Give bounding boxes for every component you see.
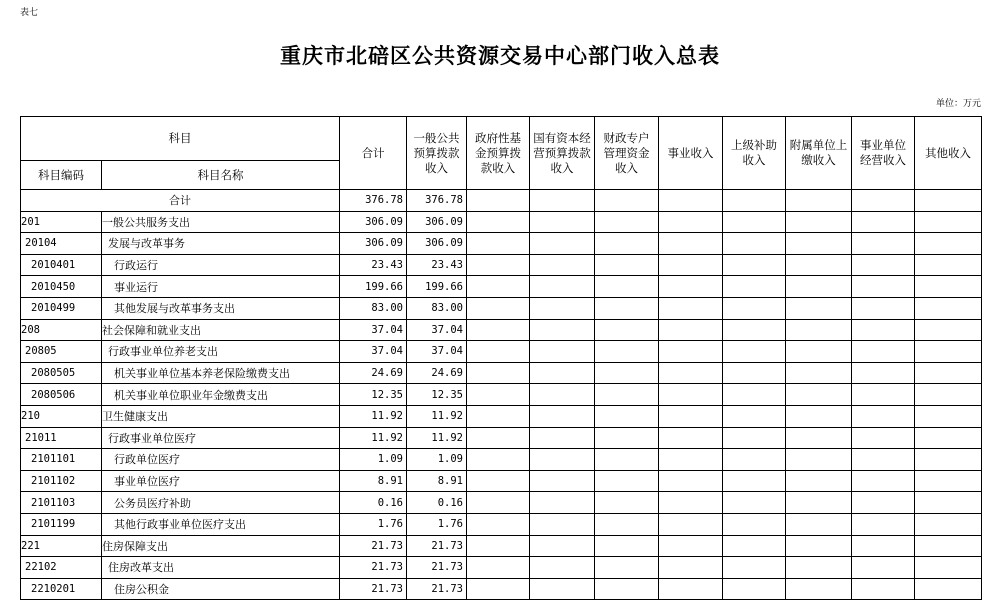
empty-cell (595, 449, 659, 471)
page-title: 重庆市北碚区公共资源交易中心部门收入总表 (280, 43, 720, 68)
empty-cell (467, 557, 530, 579)
total-cell: 37.04 (340, 319, 407, 341)
general-budget-cell: 11.92 (407, 427, 467, 449)
empty-cell (530, 470, 595, 492)
empty-cell (659, 535, 723, 557)
empty-cell (852, 449, 915, 471)
empty-cell (915, 211, 982, 233)
subject-code-cell: 2101103 (21, 492, 102, 514)
empty-cell (786, 405, 852, 427)
empty-cell (467, 535, 530, 557)
empty-cell (786, 190, 852, 212)
empty-cell (852, 362, 915, 384)
empty-cell (659, 341, 723, 363)
empty-cell (723, 449, 786, 471)
subject-name-cell: 机关事业单位职业年金缴费支出 (102, 384, 340, 406)
table-row (21, 470, 982, 492)
empty-cell (595, 319, 659, 341)
empty-cell (786, 384, 852, 406)
empty-cell (595, 190, 659, 212)
general-budget-cell: 0.16 (407, 492, 467, 514)
empty-cell (852, 233, 915, 255)
subject-name-cell: 住房公积金 (102, 578, 340, 600)
general-budget-cell: 83.00 (407, 297, 467, 319)
subject-name-header: 科目名称 (102, 161, 340, 190)
empty-cell (595, 254, 659, 276)
table-body (21, 190, 982, 600)
subject-code-cell: 20805 (21, 341, 102, 363)
empty-cell (530, 319, 595, 341)
business-operation-header: 事业单位经营收入 (852, 117, 915, 190)
subject-name-cell: 卫生健康支出 (102, 405, 340, 427)
table-row (21, 319, 982, 341)
empty-cell (659, 557, 723, 579)
empty-cell (595, 513, 659, 535)
total-cell: 199.66 (340, 276, 407, 298)
empty-cell (723, 211, 786, 233)
empty-cell (467, 384, 530, 406)
empty-cell (915, 384, 982, 406)
empty-cell (530, 513, 595, 535)
empty-cell (786, 276, 852, 298)
empty-cell (595, 470, 659, 492)
total-cell: 12.35 (340, 384, 407, 406)
empty-cell (786, 341, 852, 363)
subject-name-cell: 行政事业单位医疗 (102, 427, 340, 449)
total-cell: 8.91 (340, 470, 407, 492)
empty-cell (852, 557, 915, 579)
empty-cell (915, 276, 982, 298)
empty-cell (659, 276, 723, 298)
empty-cell (915, 362, 982, 384)
general-budget-cell: 23.43 (407, 254, 467, 276)
fiscal-special-header: 财政专户管理资金收入 (595, 117, 659, 190)
empty-cell (659, 492, 723, 514)
empty-cell (723, 578, 786, 600)
empty-cell (915, 405, 982, 427)
empty-cell (530, 233, 595, 255)
empty-cell (786, 233, 852, 255)
empty-cell (659, 513, 723, 535)
table-row (21, 578, 982, 600)
empty-cell (595, 276, 659, 298)
table-row (21, 233, 982, 255)
empty-cell (915, 535, 982, 557)
empty-cell (595, 362, 659, 384)
empty-cell (467, 211, 530, 233)
empty-cell (723, 405, 786, 427)
total-cell: 83.00 (340, 297, 407, 319)
subject-name-cell: 社会保障和就业支出 (102, 319, 340, 341)
table-row (21, 362, 982, 384)
empty-cell (530, 190, 595, 212)
table-row (21, 513, 982, 535)
empty-cell (723, 362, 786, 384)
subject-code-cell: 2080506 (21, 384, 102, 406)
subject-name-cell: 其他行政事业单位医疗支出 (102, 513, 340, 535)
empty-cell (852, 319, 915, 341)
empty-cell (530, 276, 595, 298)
empty-cell (723, 233, 786, 255)
empty-cell (595, 211, 659, 233)
total-cell: 21.73 (340, 578, 407, 600)
empty-cell (595, 405, 659, 427)
empty-cell (723, 254, 786, 276)
subject-code-cell: 21011 (21, 427, 102, 449)
subject-name-cell: 住房保障支出 (102, 535, 340, 557)
general-budget-cell: 1.09 (407, 449, 467, 471)
table-row (21, 297, 982, 319)
empty-cell (723, 319, 786, 341)
empty-cell (915, 319, 982, 341)
empty-cell (467, 427, 530, 449)
table-number: 表七 (20, 8, 39, 18)
empty-cell (915, 297, 982, 319)
total-cell: 0.16 (340, 492, 407, 514)
empty-cell (595, 384, 659, 406)
empty-cell (786, 319, 852, 341)
empty-cell (723, 492, 786, 514)
empty-cell (852, 427, 915, 449)
empty-cell (530, 362, 595, 384)
subject-code-cell: 2080505 (21, 362, 102, 384)
empty-cell (467, 319, 530, 341)
empty-cell (915, 190, 982, 212)
general-budget-cell: 37.04 (407, 319, 467, 341)
empty-cell (467, 190, 530, 212)
empty-cell (915, 557, 982, 579)
empty-cell (786, 449, 852, 471)
subject-code-cell: 2210201 (21, 578, 102, 600)
total-cell: 1.76 (340, 513, 407, 535)
subject-name-cell: 其他发展与改革事务支出 (102, 297, 340, 319)
total-cell: 37.04 (340, 341, 407, 363)
affiliated-turnover-header: 附属单位上缴收入 (786, 117, 852, 190)
gov-fund-header: 政府性基金预算拨款收入 (467, 117, 530, 190)
general-budget-cell: 21.73 (407, 557, 467, 579)
total-row (21, 190, 982, 212)
empty-cell (852, 297, 915, 319)
empty-cell (723, 557, 786, 579)
general-budget-cell: 306.09 (407, 211, 467, 233)
empty-cell (915, 341, 982, 363)
empty-cell (659, 384, 723, 406)
subject-name-cell: 事业运行 (102, 276, 340, 298)
superior-subsidy-header: 上级补助收入 (723, 117, 786, 190)
empty-cell (852, 384, 915, 406)
empty-cell (852, 341, 915, 363)
empty-cell (723, 470, 786, 492)
empty-cell (659, 449, 723, 471)
empty-cell (659, 297, 723, 319)
subject-code-cell: 210 (21, 405, 102, 427)
business-income-header: 事业收入 (659, 117, 723, 190)
subject-code-cell: 2010401 (21, 254, 102, 276)
table-row (21, 449, 982, 471)
empty-cell (595, 535, 659, 557)
total-row-general: 376.78 (407, 190, 467, 212)
empty-cell (852, 254, 915, 276)
empty-cell (915, 449, 982, 471)
table-row (21, 535, 982, 557)
empty-cell (852, 578, 915, 600)
income-summary-table (20, 116, 982, 600)
subject-code-cell: 22102 (21, 557, 102, 579)
empty-cell (595, 297, 659, 319)
empty-cell (659, 405, 723, 427)
subject-name-cell: 发展与改革事务 (102, 233, 340, 255)
total-cell: 21.73 (340, 535, 407, 557)
empty-cell (659, 470, 723, 492)
total-cell: 306.09 (340, 233, 407, 255)
empty-cell (530, 211, 595, 233)
empty-cell (530, 535, 595, 557)
empty-cell (786, 427, 852, 449)
empty-cell (723, 341, 786, 363)
empty-cell (915, 254, 982, 276)
subject-name-cell: 行政事业单位养老支出 (102, 341, 340, 363)
subject-name-cell: 事业单位医疗 (102, 470, 340, 492)
general-budget-header: 一般公共预算拨款收入 (407, 117, 467, 190)
empty-cell (852, 211, 915, 233)
subject-code-cell: 2010499 (21, 297, 102, 319)
empty-cell (659, 190, 723, 212)
empty-cell (915, 427, 982, 449)
empty-cell (786, 470, 852, 492)
empty-cell (723, 535, 786, 557)
empty-cell (786, 254, 852, 276)
empty-cell (530, 449, 595, 471)
subject-code-cell: 2101102 (21, 470, 102, 492)
empty-cell (915, 578, 982, 600)
empty-cell (659, 427, 723, 449)
empty-cell (723, 297, 786, 319)
subject-code-cell: 2010450 (21, 276, 102, 298)
empty-cell (659, 319, 723, 341)
subject-code-cell: 221 (21, 535, 102, 557)
general-budget-cell: 306.09 (407, 233, 467, 255)
subject-name-cell: 一般公共服务支出 (102, 211, 340, 233)
empty-cell (723, 190, 786, 212)
empty-cell (530, 341, 595, 363)
total-row-total: 376.78 (340, 190, 407, 212)
subject-code-cell: 20104 (21, 233, 102, 255)
empty-cell (723, 384, 786, 406)
empty-cell (467, 470, 530, 492)
empty-cell (530, 578, 595, 600)
empty-cell (467, 513, 530, 535)
empty-cell (786, 513, 852, 535)
empty-cell (915, 470, 982, 492)
subject-name-cell: 住房改革支出 (102, 557, 340, 579)
table-row (21, 492, 982, 514)
empty-cell (915, 233, 982, 255)
empty-cell (786, 492, 852, 514)
empty-cell (659, 578, 723, 600)
empty-cell (595, 557, 659, 579)
subject-name-cell: 公务员医疗补助 (102, 492, 340, 514)
table-row (21, 557, 982, 579)
total-row-label: 合计 (21, 190, 340, 212)
empty-cell (659, 233, 723, 255)
empty-cell (595, 341, 659, 363)
table-row (21, 405, 982, 427)
empty-cell (595, 233, 659, 255)
general-budget-cell: 37.04 (407, 341, 467, 363)
empty-cell (915, 513, 982, 535)
total-cell: 24.69 (340, 362, 407, 384)
subject-name-cell: 机关事业单位基本养老保险缴费支出 (102, 362, 340, 384)
general-budget-cell: 21.73 (407, 578, 467, 600)
empty-cell (530, 405, 595, 427)
empty-cell (467, 405, 530, 427)
general-budget-cell: 11.92 (407, 405, 467, 427)
other-income-header: 其他收入 (915, 117, 982, 190)
empty-cell (530, 254, 595, 276)
empty-cell (659, 254, 723, 276)
empty-cell (467, 362, 530, 384)
total-cell: 306.09 (340, 211, 407, 233)
table-row (21, 211, 982, 233)
total-cell: 23.43 (340, 254, 407, 276)
empty-cell (530, 297, 595, 319)
table-row (21, 384, 982, 406)
empty-cell (852, 276, 915, 298)
empty-cell (786, 362, 852, 384)
empty-cell (786, 535, 852, 557)
empty-cell (852, 535, 915, 557)
empty-cell (530, 492, 595, 514)
table-row (21, 341, 982, 363)
table-row (21, 276, 982, 298)
empty-cell (915, 492, 982, 514)
total-cell: 11.92 (340, 427, 407, 449)
empty-cell (852, 405, 915, 427)
table-row (21, 254, 982, 276)
general-budget-cell: 24.69 (407, 362, 467, 384)
empty-cell (530, 557, 595, 579)
empty-cell (530, 384, 595, 406)
total-cell: 1.09 (340, 449, 407, 471)
subject-name-cell: 行政单位医疗 (102, 449, 340, 471)
general-budget-cell: 199.66 (407, 276, 467, 298)
general-budget-cell: 8.91 (407, 470, 467, 492)
subject-code-cell: 201 (21, 211, 102, 233)
general-budget-cell: 12.35 (407, 384, 467, 406)
empty-cell (852, 470, 915, 492)
empty-cell (786, 297, 852, 319)
subject-code-header: 科目编码 (21, 161, 102, 190)
total-header: 合计 (340, 117, 407, 190)
empty-cell (786, 578, 852, 600)
empty-cell (467, 233, 530, 255)
total-cell: 21.73 (340, 557, 407, 579)
table-row (21, 427, 982, 449)
subject-code-cell: 208 (21, 319, 102, 341)
subject-name-cell: 行政运行 (102, 254, 340, 276)
subject-code-cell: 2101101 (21, 449, 102, 471)
empty-cell (723, 276, 786, 298)
unit-label: 单位：万元 (935, 99, 981, 109)
general-budget-cell: 1.76 (407, 513, 467, 535)
state-capital-header: 国有资本经营预算拨款收入 (530, 117, 595, 190)
empty-cell (595, 427, 659, 449)
empty-cell (467, 297, 530, 319)
subject-header: 科目 (21, 117, 340, 161)
empty-cell (595, 492, 659, 514)
empty-cell (852, 492, 915, 514)
empty-cell (659, 362, 723, 384)
subject-code-cell: 2101199 (21, 513, 102, 535)
empty-cell (467, 276, 530, 298)
empty-cell (467, 254, 530, 276)
empty-cell (723, 427, 786, 449)
empty-cell (530, 427, 595, 449)
empty-cell (852, 513, 915, 535)
empty-cell (786, 211, 852, 233)
empty-cell (723, 513, 786, 535)
empty-cell (467, 449, 530, 471)
empty-cell (786, 557, 852, 579)
empty-cell (467, 341, 530, 363)
empty-cell (467, 578, 530, 600)
empty-cell (595, 578, 659, 600)
general-budget-cell: 21.73 (407, 535, 467, 557)
empty-cell (852, 190, 915, 212)
empty-cell (659, 211, 723, 233)
total-cell: 11.92 (340, 405, 407, 427)
empty-cell (467, 492, 530, 514)
